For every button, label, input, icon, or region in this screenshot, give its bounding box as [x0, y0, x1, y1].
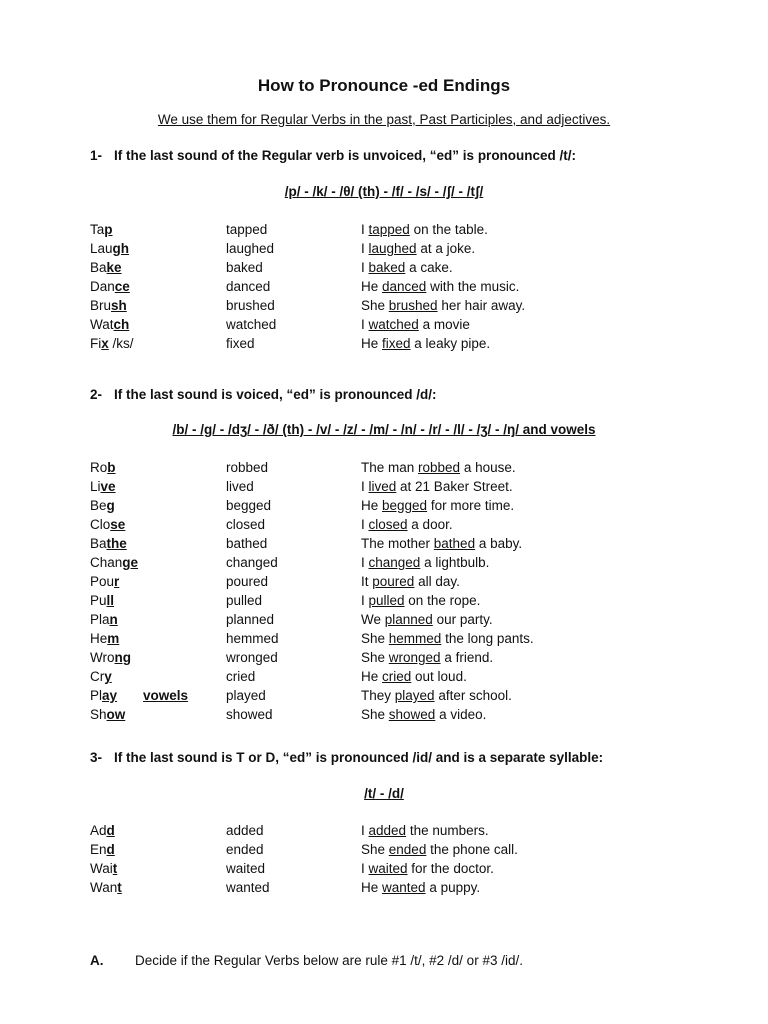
- past-form: fixed: [226, 336, 255, 351]
- sentence-end: a house.: [460, 460, 516, 475]
- sentence-end: with the music.: [426, 279, 520, 294]
- example-sentence: [361, 861, 494, 876]
- verb-stem: Wan: [90, 880, 118, 895]
- sentence-verb: closed: [368, 517, 408, 532]
- verb-ending-sound: ve: [100, 479, 116, 494]
- table-row: [0, 688, 768, 707]
- example-sentence: [361, 222, 488, 237]
- sentence-start: He: [361, 498, 383, 513]
- past-form: pulled: [226, 593, 263, 608]
- example-sentence: [361, 823, 489, 838]
- sentence-start: I: [361, 593, 369, 608]
- base-verb: [90, 222, 113, 237]
- exercise-text: Decide if the Regular Verbs below are rule #1 /t/, #2 /d/ or #3 /id/.: [135, 953, 523, 968]
- base-verb: [90, 298, 127, 313]
- sentence-start: I: [361, 260, 369, 275]
- past-form: begged: [226, 498, 272, 513]
- table-row: [0, 880, 768, 899]
- rule-3-heading: [90, 750, 603, 765]
- sentence-verb: ended: [388, 842, 427, 857]
- sentence-start: She: [361, 650, 389, 665]
- verb-stem: Dan: [90, 279, 115, 294]
- base-verb: [90, 536, 127, 551]
- sentence-verb: fixed: [382, 336, 411, 351]
- base-verb: [90, 688, 117, 703]
- table-row: [0, 861, 768, 880]
- sentence-start: I: [361, 823, 369, 838]
- sentence-end: on the table.: [409, 222, 488, 237]
- table-row: [0, 317, 768, 336]
- sentence-verb: watched: [368, 317, 419, 332]
- example-sentence: [361, 536, 522, 551]
- table-row: [0, 460, 768, 479]
- example-sentence: [361, 460, 516, 475]
- sentence-start: She: [361, 298, 389, 313]
- sentence-end: a video.: [435, 707, 487, 722]
- sentence-start: She: [361, 707, 389, 722]
- rule-2-number: 2-: [90, 387, 103, 402]
- verb-stem: Pl: [90, 688, 103, 703]
- sentence-start: He: [361, 336, 383, 351]
- sentence-start: He: [361, 669, 383, 684]
- sentence-end: the long pants.: [441, 631, 534, 646]
- sentence-start: The mother: [361, 536, 434, 551]
- example-sentence: [361, 241, 475, 256]
- verb-ending-sound: se: [110, 517, 126, 532]
- past-form: poured: [226, 574, 269, 589]
- verb-ending-sound: sh: [111, 298, 127, 313]
- sentence-start: I: [361, 222, 369, 237]
- rule-1-number: 1-: [90, 148, 103, 163]
- sentence-start: It: [361, 574, 373, 589]
- past-form: watched: [226, 317, 277, 332]
- base-verb: [90, 861, 117, 876]
- sentence-end: a leaky pipe.: [410, 336, 491, 351]
- exercise-letter: A.: [90, 953, 104, 968]
- sentence-end: at a joke.: [416, 241, 476, 256]
- past-form: waited: [226, 861, 266, 876]
- table-row: [0, 650, 768, 669]
- base-verb: [90, 823, 115, 838]
- verb-ending-sound: ng: [114, 650, 132, 665]
- sentence-verb: played: [394, 688, 435, 703]
- verb-ending-sound: ll: [106, 593, 115, 608]
- table-row: [0, 260, 768, 279]
- verb-ending-sound: the: [106, 536, 127, 551]
- sentence-start: She: [361, 631, 389, 646]
- sentence-end: all day.: [414, 574, 460, 589]
- verb-sound-note: /ks/: [108, 336, 134, 351]
- verb-stem: Sh: [90, 707, 107, 722]
- verb-stem: Ba: [90, 536, 107, 551]
- verb-stem: He: [90, 631, 108, 646]
- rule-3-sounds: /t/ - /d/: [364, 786, 404, 801]
- verb-ending-sound: g: [106, 498, 115, 513]
- base-verb: [90, 631, 119, 646]
- base-verb: [90, 517, 125, 532]
- base-verb: [90, 279, 130, 294]
- past-form: added: [226, 823, 264, 838]
- example-sentence: [361, 707, 486, 722]
- sentence-verb: wronged: [388, 650, 441, 665]
- past-form: ended: [226, 842, 264, 857]
- verb-ending-sound: d: [106, 823, 115, 838]
- sentence-verb: bathed: [433, 536, 476, 551]
- verb-stem: Pu: [90, 593, 107, 608]
- sentence-end: the numbers.: [406, 823, 489, 838]
- sentence-end: for more time.: [427, 498, 515, 513]
- verb-stem: Li: [90, 479, 101, 494]
- sentence-end: a puppy.: [425, 880, 481, 895]
- sentence-end: her hair away.: [437, 298, 526, 313]
- sentence-end: on the rope.: [404, 593, 481, 608]
- verb-ending-sound: ay: [102, 688, 118, 703]
- verb-ending-sound: b: [107, 460, 116, 475]
- sentence-end: a movie: [418, 317, 470, 332]
- table-row: [0, 298, 768, 317]
- sentence-end: a door.: [407, 517, 453, 532]
- sentence-end: a cake.: [405, 260, 453, 275]
- base-verb: [90, 317, 129, 332]
- past-form: brushed: [226, 298, 275, 313]
- example-sentence: [361, 842, 518, 857]
- sentence-start: The man: [361, 460, 419, 475]
- verb-stem: Lau: [90, 241, 113, 256]
- example-sentence: [361, 498, 514, 513]
- base-verb: [90, 650, 131, 665]
- verb-stem: Pla: [90, 612, 110, 627]
- base-verb: [90, 669, 112, 684]
- verb-ending-sound: ce: [114, 279, 130, 294]
- verb-stem: En: [90, 842, 107, 857]
- base-verb: [90, 260, 122, 275]
- example-sentence: [361, 479, 513, 494]
- example-sentence: [361, 593, 480, 608]
- vowels-note: vowels: [143, 688, 189, 703]
- sentence-end: out loud.: [411, 669, 467, 684]
- base-verb: [90, 498, 115, 513]
- example-sentence: [361, 260, 453, 275]
- sentence-verb: tapped: [368, 222, 410, 237]
- sentence-start: They: [361, 688, 395, 703]
- rule-3-number: 3-: [90, 750, 103, 765]
- example-sentence: [361, 574, 460, 589]
- past-form: closed: [226, 517, 266, 532]
- verb-ending-sound: ke: [106, 260, 122, 275]
- past-form: danced: [226, 279, 271, 294]
- past-form: tapped: [226, 222, 268, 237]
- sentence-verb: pulled: [368, 593, 405, 608]
- verb-stem: Fi: [90, 336, 102, 351]
- sentence-verb: added: [368, 823, 407, 838]
- verb-stem: Ta: [90, 222, 105, 237]
- verb-stem: Be: [90, 498, 107, 513]
- example-sentence: [361, 517, 453, 532]
- rule-1-heading: [90, 148, 576, 163]
- verb-stem: Chan: [90, 555, 123, 570]
- table-row: [0, 823, 768, 842]
- past-form: baked: [226, 260, 263, 275]
- past-form: showed: [226, 707, 273, 722]
- sentence-start: He: [361, 279, 383, 294]
- verb-stem: Bru: [90, 298, 112, 313]
- example-sentence: [361, 650, 493, 665]
- verb-stem: Pou: [90, 574, 115, 589]
- rule-1-text: If the last sound of the Regular verb is unvoiced, “ed” is pronounced /t/:: [114, 148, 577, 163]
- example-sentence: [361, 688, 512, 703]
- verb-ending-sound: x: [101, 336, 109, 351]
- sentence-start: He: [361, 880, 383, 895]
- example-sentence: [361, 555, 489, 570]
- sentence-start: I: [361, 479, 369, 494]
- table-row: [0, 707, 768, 726]
- sentence-verb: lived: [368, 479, 397, 494]
- past-form: bathed: [226, 536, 268, 551]
- page-subtitle: We use them for Regular Verbs in the past, Past Participles, and adjectives.: [157, 112, 611, 127]
- sentence-start: I: [361, 241, 369, 256]
- past-form: hemmed: [226, 631, 279, 646]
- sentence-end: our party.: [432, 612, 493, 627]
- verb-stem: Wat: [90, 317, 114, 332]
- example-sentence: [361, 612, 493, 627]
- page-title: How to Pronounce -ed Endings: [257, 76, 511, 95]
- verb-stem: Wro: [90, 650, 115, 665]
- example-sentence: [361, 669, 467, 684]
- table-row: [0, 536, 768, 555]
- example-sentence: [361, 317, 470, 332]
- sentence-start: I: [361, 861, 369, 876]
- sentence-end: a friend.: [440, 650, 494, 665]
- table-row: [0, 336, 768, 355]
- past-form: wanted: [226, 880, 270, 895]
- verb-ending-sound: n: [109, 612, 118, 627]
- base-verb: [90, 612, 118, 627]
- table-row: [0, 241, 768, 260]
- verb-stem: Clo: [90, 517, 111, 532]
- base-verb: [90, 555, 138, 570]
- sentence-end: after school.: [434, 688, 512, 703]
- verb-stem: Ro: [90, 460, 108, 475]
- verb-ending-sound: ch: [113, 317, 130, 332]
- base-verb: [90, 880, 122, 895]
- past-form: laughed: [226, 241, 275, 256]
- past-form: cried: [226, 669, 256, 684]
- table-row: [0, 517, 768, 536]
- sentence-end: the phone call.: [426, 842, 518, 857]
- base-verb: [90, 479, 116, 494]
- sentence-verb: laughed: [368, 241, 417, 256]
- rule-2-text: If the last sound is voiced, “ed” is pronounced /d/:: [114, 387, 437, 402]
- sentence-start: I: [361, 317, 369, 332]
- table-row: [0, 555, 768, 574]
- table-row: [0, 222, 768, 241]
- sentence-verb: planned: [384, 612, 433, 627]
- past-form: played: [226, 688, 266, 703]
- sentence-verb: baked: [368, 260, 406, 275]
- verb-ending-sound: gh: [112, 241, 130, 256]
- example-sentence: [361, 336, 490, 351]
- sentence-start: We: [361, 612, 385, 627]
- sentence-start: I: [361, 517, 369, 532]
- sentence-verb: begged: [382, 498, 428, 513]
- sentence-verb: wanted: [382, 880, 426, 895]
- sentence-end: at 21 Baker Street.: [396, 479, 513, 494]
- verb-ending-sound: d: [106, 842, 115, 857]
- base-verb: [90, 460, 116, 475]
- table-row: [0, 612, 768, 631]
- verb-ending-sound: y: [104, 669, 112, 684]
- past-form: planned: [226, 612, 275, 627]
- past-form: robbed: [226, 460, 269, 475]
- verb-ending-sound: t: [112, 861, 118, 876]
- rule-2-heading: [90, 387, 437, 402]
- sentence-end: for the doctor.: [407, 861, 494, 876]
- base-verb: [90, 593, 114, 608]
- sentence-start: I: [361, 555, 369, 570]
- verb-ending-sound: ge: [122, 555, 139, 570]
- rule-2-sounds: /b/ - /g/ - /dʒ/ - /ð/ (th) - /v/ - /z/ - /m/ - /n/ - /r/ - /l/ - /ʒ/ - /ŋ/ and vowels: [172, 422, 596, 437]
- example-sentence: [361, 880, 480, 895]
- verb-stem: Ba: [90, 260, 107, 275]
- table-row: [0, 842, 768, 861]
- table-row: [0, 593, 768, 612]
- table-row: [0, 279, 768, 298]
- rule-1-sounds: /p/ - /k/ - /θ/ (th) - /f/ - /s/ - /ʃ/ - /tʃ/: [284, 184, 484, 199]
- table-row: [0, 479, 768, 498]
- sentence-verb: waited: [368, 861, 408, 876]
- sentence-verb: brushed: [388, 298, 438, 313]
- base-verb: [90, 574, 119, 589]
- base-verb: [90, 842, 115, 857]
- base-verb: [90, 241, 129, 256]
- verb-stem: Ad: [90, 823, 107, 838]
- sentence-verb: showed: [388, 707, 436, 722]
- verb-stem: Cr: [90, 669, 105, 684]
- sentence-end: a baby.: [475, 536, 523, 551]
- verb-ending-sound: ow: [106, 707, 126, 722]
- example-sentence: [361, 631, 534, 646]
- past-form: changed: [226, 555, 278, 570]
- example-sentence: [361, 298, 525, 313]
- sentence-verb: changed: [368, 555, 421, 570]
- table-row: [0, 498, 768, 517]
- sentence-end: a lightbulb.: [420, 555, 490, 570]
- table-row: [0, 669, 768, 688]
- base-verb: [90, 336, 134, 351]
- sentence-verb: robbed: [418, 460, 461, 475]
- sentence-verb: hemmed: [388, 631, 442, 646]
- table-row: [0, 631, 768, 650]
- rule-3-text: If the last sound is T or D, “ed” is pronounced /id/ and is a separate syllable:: [114, 750, 604, 765]
- base-verb: [90, 707, 125, 722]
- past-form: lived: [226, 479, 254, 494]
- verb-ending-sound: p: [104, 222, 113, 237]
- verb-ending-sound: r: [114, 574, 120, 589]
- past-form: wronged: [226, 650, 278, 665]
- verb-stem: Wai: [90, 861, 113, 876]
- sentence-verb: cried: [382, 669, 412, 684]
- sentence-start: She: [361, 842, 389, 857]
- sentence-verb: poured: [372, 574, 415, 589]
- verb-ending-sound: m: [107, 631, 120, 646]
- verb-ending-sound: t: [117, 880, 122, 895]
- example-sentence: [361, 279, 519, 294]
- sentence-verb: danced: [382, 279, 427, 294]
- table-row: [0, 574, 768, 593]
